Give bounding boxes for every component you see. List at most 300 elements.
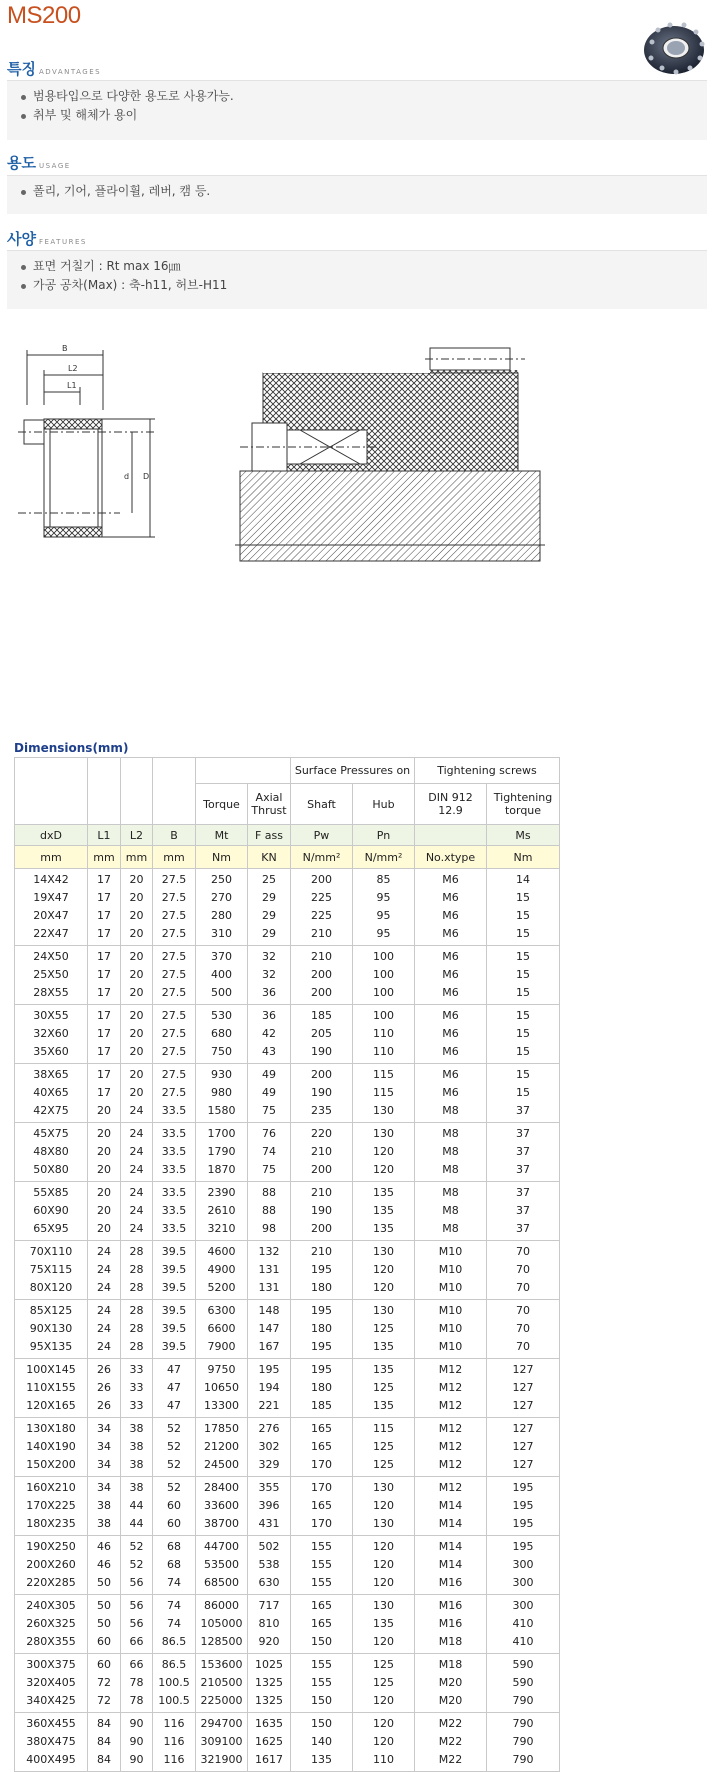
table-cell: 26 <box>97 1381 111 1394</box>
table-cell: 28 <box>129 1263 144 1276</box>
table-column-cell <box>415 1182 487 1241</box>
table-cell: 17 <box>97 927 111 940</box>
table-cell: 100 <box>373 1009 394 1022</box>
table-cell: 15 <box>516 909 530 922</box>
table-column-cell <box>121 1005 153 1064</box>
table-cell: 2610 <box>207 1204 236 1217</box>
table-row-group <box>15 1536 560 1595</box>
table-cell: 280 <box>211 909 232 922</box>
table-cell: 131 <box>258 1281 280 1294</box>
table-row-group <box>15 1123 560 1182</box>
table-cell: 120 <box>373 1735 394 1748</box>
table-cell: 24 <box>97 1281 111 1294</box>
table-cell: 52 <box>129 1540 144 1553</box>
table-column-cell <box>153 1064 196 1123</box>
table-cell: 52 <box>129 1558 144 1571</box>
table-cell: 135 <box>311 1753 332 1766</box>
table-cell: 17 <box>97 891 111 904</box>
table-cell: 140 <box>311 1735 332 1748</box>
table-cell: 116 <box>163 1753 185 1766</box>
table-cell: 200 <box>311 986 332 999</box>
table-cell: 195 <box>512 1481 534 1494</box>
table-cell: 120 <box>373 1558 394 1571</box>
table-row-group <box>15 1182 560 1241</box>
unit-cell: KN <box>248 846 291 869</box>
table-cell: 27.5 <box>161 1045 187 1058</box>
table-cell: 24 <box>129 1163 144 1176</box>
table-cell: 28 <box>129 1281 144 1294</box>
table-cell: 88 <box>262 1186 276 1199</box>
table-column-cell <box>153 1713 196 1772</box>
table-cell: 630 <box>258 1576 280 1589</box>
table-column-cell <box>415 1005 487 1064</box>
table-column-cell <box>15 1536 88 1595</box>
table-column-cell <box>291 1005 353 1064</box>
table-cell: 100.5 <box>158 1676 190 1689</box>
table-column-cell <box>15 1005 88 1064</box>
table-cell: 130 <box>373 1245 394 1258</box>
table-cell: 20 <box>97 1163 111 1176</box>
table-cell: 790 <box>512 1694 534 1707</box>
table-column-cell <box>196 946 248 1005</box>
table-cell: 185 <box>311 1009 332 1022</box>
product-image <box>640 14 708 82</box>
table-cell: 195 <box>258 1363 280 1376</box>
table-cell: 90 <box>129 1753 144 1766</box>
symbol-cell: Pw <box>291 825 353 846</box>
table-column-cell <box>15 1477 88 1536</box>
table-cell: 165 <box>311 1440 332 1453</box>
table-cell: 110 <box>373 1753 394 1766</box>
table-column-cell <box>353 1359 415 1418</box>
table-cell: 180 <box>311 1322 332 1335</box>
table-cell: 36 <box>262 1009 276 1022</box>
table-cell: 20 <box>129 1068 144 1081</box>
table-cell: 17850 <box>204 1422 239 1435</box>
table-column-cell <box>88 1064 121 1123</box>
table-column-cell <box>153 1477 196 1536</box>
table-column-cell <box>248 1477 291 1536</box>
table-cell: 15 <box>516 1068 530 1081</box>
table-cell: 24 <box>97 1263 111 1276</box>
table-column-cell <box>487 1064 560 1123</box>
table-cell: 29 <box>262 909 276 922</box>
table-column-cell <box>15 1300 88 1359</box>
table-cell: 717 <box>258 1599 280 1612</box>
table-cell: M22 <box>438 1735 463 1748</box>
table-cell: 6300 <box>207 1304 236 1317</box>
table-cell: M8 <box>442 1186 459 1199</box>
table-cell: 56 <box>129 1617 144 1630</box>
table-column-cell <box>353 1182 415 1241</box>
table-cell: M6 <box>442 1009 459 1022</box>
table-cell: 1617 <box>255 1753 283 1766</box>
table-cell: 190X250 <box>26 1540 76 1553</box>
table-column-cell <box>121 869 153 946</box>
table-column-cell <box>88 1536 121 1595</box>
advantages-box <box>7 80 707 140</box>
table-cell: 100 <box>373 986 394 999</box>
table-cell: 125 <box>373 1440 394 1453</box>
table-cell: 165 <box>311 1599 332 1612</box>
table-cell: 20 <box>97 1204 111 1217</box>
symbol-cell: L1 <box>88 825 121 846</box>
table-cell: 100 <box>373 950 394 963</box>
table-cell: M12 <box>438 1399 463 1412</box>
table-cell: 6600 <box>207 1322 236 1335</box>
unit-cell: No.xtype <box>415 846 487 869</box>
table-cell: 86.5 <box>161 1658 187 1671</box>
table-cell: 24 <box>97 1245 111 1258</box>
table-cell: 35X60 <box>33 1045 69 1058</box>
table-cell: 13300 <box>204 1399 239 1412</box>
table-column-cell <box>353 1064 415 1123</box>
table-cell: M10 <box>438 1304 463 1317</box>
table-column-cell <box>196 1536 248 1595</box>
table-column-cell <box>487 1713 560 1772</box>
table-column-cell <box>487 1300 560 1359</box>
table-column-cell <box>353 1300 415 1359</box>
table-cell: 340X425 <box>26 1694 76 1707</box>
table-cell: 44 <box>129 1517 144 1530</box>
table-cell: 185 <box>311 1399 332 1412</box>
table-cell: 86000 <box>204 1599 239 1612</box>
table-column-cell <box>88 869 121 946</box>
table-column-cell <box>88 1182 121 1241</box>
table-cell: 431 <box>258 1517 280 1530</box>
table-cell: 310 <box>211 927 232 940</box>
table-cell: 130 <box>373 1517 394 1530</box>
table-cell: 125 <box>373 1458 394 1471</box>
table-cell: 15 <box>516 891 530 904</box>
table-column-cell <box>153 946 196 1005</box>
table-cell: M6 <box>442 891 459 904</box>
table-column-cell <box>196 1005 248 1064</box>
table-column-cell <box>153 1005 196 1064</box>
table-cell: 38700 <box>204 1517 239 1530</box>
table-cell: 15 <box>516 950 530 963</box>
table-column-cell <box>121 1536 153 1595</box>
table-cell: 27.5 <box>161 986 187 999</box>
table-cell: M10 <box>438 1340 463 1353</box>
table-row-group <box>15 1595 560 1654</box>
table-cell: 76 <box>262 1127 276 1140</box>
table-cell: 1325 <box>255 1694 283 1707</box>
table-cell: 190 <box>311 1204 332 1217</box>
table-cell: 45X75 <box>33 1127 69 1140</box>
table-cell: 200 <box>311 968 332 981</box>
table-cell: M8 <box>442 1127 459 1140</box>
table-cell: M6 <box>442 950 459 963</box>
table-cell: 20 <box>129 1045 144 1058</box>
table-row-group <box>15 1064 560 1123</box>
table-cell: 85 <box>376 873 391 886</box>
table-column-cell <box>153 1536 196 1595</box>
table-column-cell <box>15 1182 88 1241</box>
table-column-cell <box>487 1005 560 1064</box>
table-cell: 33 <box>129 1399 144 1412</box>
table-column-cell <box>88 1477 121 1536</box>
features-item: 표면 거칠기 : Rt max 16㎛ <box>19 257 707 276</box>
table-column-cell <box>353 1595 415 1654</box>
advantages-title: 특징 <box>7 60 36 78</box>
table-column-cell <box>291 1418 353 1477</box>
table-cell: 17 <box>97 1068 111 1081</box>
table-cell: 20 <box>129 927 144 940</box>
table-cell: 74 <box>167 1617 181 1630</box>
table-cell: 116 <box>163 1735 185 1748</box>
table-cell: 33.5 <box>161 1127 187 1140</box>
table-cell: 410 <box>512 1635 534 1648</box>
table-column-cell <box>291 1359 353 1418</box>
table-column-cell <box>121 1241 153 1300</box>
table-column-cell <box>353 1536 415 1595</box>
table-cell: 33.5 <box>161 1145 187 1158</box>
table-cell: 240X305 <box>26 1599 76 1612</box>
table-cell: 120 <box>373 1263 394 1276</box>
table-cell: 4900 <box>207 1263 236 1276</box>
table-column-cell <box>88 946 121 1005</box>
table-cell: 68500 <box>204 1576 239 1589</box>
table-column-cell <box>121 1654 153 1713</box>
table-column-cell <box>415 1359 487 1418</box>
table-cell: 17 <box>97 1045 111 1058</box>
table-column-cell <box>248 1300 291 1359</box>
surface-pressures-header: Surface Pressures on <box>291 758 415 784</box>
table-column-cell <box>15 1713 88 1772</box>
table-cell: 56 <box>129 1599 144 1612</box>
table-cell: 790 <box>512 1753 534 1766</box>
usage-subtitle: USAGE <box>38 162 71 170</box>
table-cell: 38 <box>129 1458 144 1471</box>
table-cell: 44700 <box>204 1540 239 1553</box>
table-column-cell <box>248 1654 291 1713</box>
table-cell: 115 <box>373 1068 394 1081</box>
table-cell: 52 <box>167 1440 181 1453</box>
table-column-cell <box>121 1300 153 1359</box>
table-cell: 50 <box>97 1576 111 1589</box>
table-cell: 270 <box>211 891 232 904</box>
table-cell: 48X80 <box>33 1145 69 1158</box>
table-column-cell <box>291 946 353 1005</box>
unit-row <box>15 846 560 869</box>
table-cell: 120 <box>373 1540 394 1553</box>
table-cell: 75X115 <box>29 1263 73 1276</box>
table-cell: M18 <box>438 1635 463 1648</box>
table-cell: 32 <box>262 968 276 981</box>
table-cell: 195 <box>512 1540 534 1553</box>
table-cell: 180X235 <box>26 1517 76 1530</box>
table-cell: 3210 <box>207 1222 236 1235</box>
table-cell: 130 <box>373 1304 394 1317</box>
unit-cell: mm <box>15 846 88 869</box>
table-cell: M6 <box>442 986 459 999</box>
table-cell: 127 <box>512 1440 534 1453</box>
table-row-group <box>15 1300 560 1359</box>
table-cell: 147 <box>258 1322 280 1335</box>
table-cell: 28X55 <box>33 986 69 999</box>
features-heading <box>7 228 87 249</box>
table-cell: 39.5 <box>161 1263 187 1276</box>
table-cell: M14 <box>438 1517 463 1530</box>
table-cell: M10 <box>438 1322 463 1335</box>
table-column-cell <box>153 1300 196 1359</box>
table-cell: 680 <box>211 1027 232 1040</box>
table-cell: 70 <box>516 1245 530 1258</box>
table-row-group <box>15 1713 560 1772</box>
table-cell: M6 <box>442 909 459 922</box>
table-cell: 47 <box>167 1381 181 1394</box>
table-cell: 70 <box>516 1322 530 1335</box>
table-cell: 195 <box>311 1304 332 1317</box>
table-cell: M12 <box>438 1363 463 1376</box>
table-cell: 135 <box>373 1340 394 1353</box>
table-cell: 39.5 <box>161 1322 187 1335</box>
table-cell: 32X60 <box>33 1027 69 1040</box>
table-cell: 22X47 <box>33 927 69 940</box>
table-cell: 38X65 <box>33 1068 69 1081</box>
table-cell: 15 <box>516 1027 530 1040</box>
table-cell: 276 <box>258 1422 280 1435</box>
table-cell: 60 <box>167 1499 181 1512</box>
table-cell: 200X260 <box>26 1558 76 1571</box>
table-cell: 37 <box>516 1163 530 1176</box>
table-cell: 27.5 <box>161 873 187 886</box>
table-cell: 47 <box>167 1399 181 1412</box>
table-cell: 38 <box>129 1440 144 1453</box>
table-cell: 210 <box>311 1186 332 1199</box>
table-cell: 200 <box>311 1068 332 1081</box>
dim-label-b: B <box>62 344 68 353</box>
table-cell: 20X47 <box>33 909 69 922</box>
table-column-cell <box>196 1418 248 1477</box>
table-column-cell <box>88 1359 121 1418</box>
table-cell: 49 <box>262 1068 276 1081</box>
table-cell: 1325 <box>255 1676 283 1689</box>
table-column-cell <box>121 1359 153 1418</box>
table-cell: M10 <box>438 1263 463 1276</box>
symbol-cell: Pn <box>353 825 415 846</box>
table-cell: M12 <box>438 1381 463 1394</box>
table-cell: 84 <box>97 1717 111 1730</box>
table-cell: 86.5 <box>161 1635 187 1648</box>
features-subtitle: FEATURES <box>38 238 87 246</box>
table-column-cell <box>487 1123 560 1182</box>
table-cell: M10 <box>438 1245 463 1258</box>
unit-cell: Nm <box>487 846 560 869</box>
table-cell: 396 <box>258 1499 280 1512</box>
table-cell: 27.5 <box>161 1086 187 1099</box>
table-cell: M16 <box>438 1576 463 1589</box>
table-cell: 27.5 <box>161 1068 187 1081</box>
advantages-heading <box>7 58 101 79</box>
table-cell: 20 <box>97 1222 111 1235</box>
table-cell: 980 <box>211 1086 232 1099</box>
table-cell: M8 <box>442 1163 459 1176</box>
table-column-cell <box>153 1654 196 1713</box>
table-cell: 56 <box>129 1576 144 1589</box>
table-cell: 400X495 <box>26 1753 76 1766</box>
table-cell: 5200 <box>207 1281 236 1294</box>
table-cell: 55X85 <box>33 1186 69 1199</box>
table-column-cell <box>88 1713 121 1772</box>
table-cell: M16 <box>438 1599 463 1612</box>
table-cell: 220 <box>311 1127 332 1140</box>
dim-label-D: D <box>143 472 150 481</box>
table-cell: 590 <box>512 1658 534 1671</box>
table-cell: 194 <box>258 1381 280 1394</box>
table-cell: 1025 <box>255 1658 283 1671</box>
table-cell: 20 <box>129 986 144 999</box>
table-cell: 205 <box>311 1027 332 1040</box>
table-column-cell <box>248 1064 291 1123</box>
table-cell: M12 <box>438 1458 463 1471</box>
table-cell: 160X210 <box>26 1481 76 1494</box>
table-column-cell <box>353 1123 415 1182</box>
table-cell: 60 <box>97 1635 111 1648</box>
table-cell: 130 <box>373 1481 394 1494</box>
dimensions-table <box>14 757 560 1772</box>
table-row-group <box>15 1418 560 1477</box>
table-column-cell <box>353 1654 415 1713</box>
table-column-cell <box>291 1477 353 1536</box>
table-cell: 167 <box>258 1340 280 1353</box>
table-cell: 150 <box>311 1717 332 1730</box>
table-cell: 14 <box>516 873 530 886</box>
table-column-cell <box>487 946 560 1005</box>
torque-header: Torque <box>196 784 248 825</box>
table-cell: 155 <box>311 1658 332 1671</box>
table-cell: 120 <box>373 1145 394 1158</box>
table-cell: 140X190 <box>26 1440 76 1453</box>
table-cell: 165 <box>311 1617 332 1630</box>
table-cell: 15 <box>516 1009 530 1022</box>
table-column-cell <box>196 1064 248 1123</box>
table-cell: M14 <box>438 1558 463 1571</box>
table-column-cell <box>196 1654 248 1713</box>
table-cell: 98 <box>262 1222 276 1235</box>
table-cell: 135 <box>373 1399 394 1412</box>
table-cell: 300 <box>512 1599 534 1612</box>
table-column-cell <box>487 1241 560 1300</box>
table-column-cell <box>291 1654 353 1713</box>
table-cell: 155 <box>311 1558 332 1571</box>
table-cell: 29 <box>262 891 276 904</box>
table-cell: 38 <box>97 1499 111 1512</box>
group-header-row <box>15 758 560 784</box>
table-column-cell <box>15 946 88 1005</box>
table-cell: 225 <box>311 891 332 904</box>
table-cell: 225 <box>311 909 332 922</box>
table-cell: 60X90 <box>33 1204 69 1217</box>
table-cell: 33.5 <box>161 1222 187 1235</box>
table-cell: 170 <box>311 1517 332 1530</box>
table-cell: M12 <box>438 1422 463 1435</box>
table-cell: M14 <box>438 1540 463 1553</box>
table-cell: 321900 <box>200 1753 243 1766</box>
table-cell: 235 <box>311 1104 332 1117</box>
table-column-cell <box>15 1064 88 1123</box>
features-item: 가공 공차(Max) : 축-h11, 허브-H11 <box>19 276 707 295</box>
table-cell: 15 <box>516 968 530 981</box>
table-cell: 17 <box>97 950 111 963</box>
unit-cell: N/mm² <box>291 846 353 869</box>
table-cell: 320X405 <box>26 1676 76 1689</box>
table-cell: 17 <box>97 909 111 922</box>
table-cell: 530 <box>211 1009 232 1022</box>
table-cell: 75 <box>262 1104 276 1117</box>
table-cell: 38 <box>129 1422 144 1435</box>
